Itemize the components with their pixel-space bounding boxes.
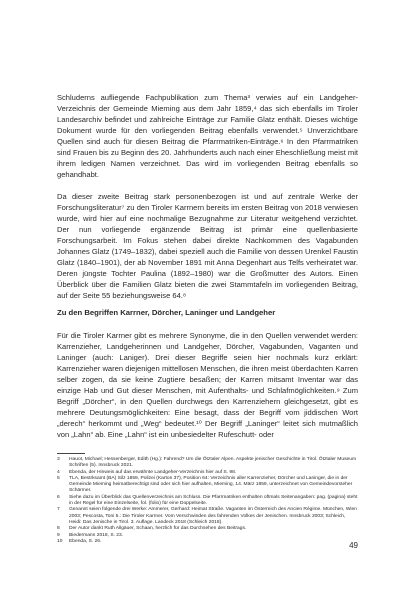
footnote-number: 10: [57, 538, 63, 544]
footnote-text: Siehe dazu im Überblick das Quellenverzeichnis am Schluss. Die Pfarrmatriken enthalten oftmals Seitenangaben: pag. (pagina) steht in der Regel für eine Einzelseite, fol. (folio) für eine Doppelseite.: [69, 494, 358, 507]
paragraph-text: Für die Tiroler Karrner gibt es mehrere Synonyme, die in den Quellen verwendet werden: Karrenzieher, Landgeherinnen und Landgeher, Dörcher, Vagabunden, Vaganten und Laninger (auch: Laniger). Drei dieser Begriffe seien hier nochmals kurz erklärt: Karrenzieher waren diejenigen mittellosen Menschen, die ihren meist überdachten Karren selber zogen, da sie keine Zugtiere besaßen; der Karren mitsamt Inventar war das einzige Hab und Gut dieser Menschen, mit Aufenthalts- und Schlafmöglichkeiten.⁹ Zum Begriff „Dörcher“, in den Quellen durchwegs den Karrenziehern gleichgesetzt, gibt es mehrere Deutungsmöglichkeiten: Eine besagt, dass der Begriff vom jiddischen Wort „derech“ herkommt und „Weg“ bedeutet.¹⁰ Der Begriff „Laninger“ leitet sich mutmaßlich von „Lahn“ ab. Eine „Lahn“ ist ein unbesiedelter Rufeschutt- oder: [57, 331, 358, 440]
body-paragraph-1: [57, 92, 358, 180]
footnote-item: [57, 476, 358, 495]
footnote-number: 6: [57, 494, 60, 500]
footnote-number: 8: [57, 526, 60, 532]
footnote-number: 9: [57, 532, 60, 538]
footnote-item: [57, 495, 358, 508]
footnote-item: [57, 539, 358, 545]
footnote-text: TLA, Bestrksamt (BA) Silz 1859, Polizei (Karton 37), Position 64: Verzeichnis aller Karrenzieher, Dörcher und Laninger, die in der Gemeinde Mieming heimatberechtigt sind oder sich hier aufhalten, Mieming, 14. März 1859, unterzeichnet von Gemeindevorsteher Schärmer.: [69, 475, 353, 494]
footnote-text: Hauot, Michael; Hessenberger, Edith (Hg.): Fahrend? Um die Ötztaler Alpen. Aspekte jenischer Geschichte in Tirol. Ötztaler Museum Schriften (5). Innsbruck 2021.: [69, 457, 357, 469]
footnote-text: Der Autor dankt Ruth Allgäuer, Schaan, herzlich für das Durchsehen des Beitrags.: [69, 526, 247, 532]
footnote-number: 4: [57, 469, 60, 475]
body-paragraph-3: [57, 330, 358, 440]
page-number: 49: [349, 541, 358, 550]
footnote-item: [57, 457, 358, 470]
footnote-separator: [57, 453, 85, 454]
footnote-text: Genannt seien folgende drei Werke: Ammerer, Gerhard: Heimat Straße. Vaganten im Österreich des Ancien Régime. München, Wien 2003; Pescosta, Toni 5.: Die Tiroler Karrner. Vom Verschwinden des fahrenden Volkes der Jenischen. Innsbruck 2003; Schleich, Heidi: Das Jenische in Tirol. 3. Auflage. Landeck 2018 (Schleich 2018).: [69, 507, 357, 525]
footnote-text: Ebenda, S. 26.: [69, 538, 102, 544]
footnote-number: 7: [57, 507, 60, 513]
footnote-text: Ebenda, der Hinweis auf das erwähnte Landgeher-Verzeichnis hier auf S. 98.: [69, 469, 237, 475]
paragraph-text: Schluderns aufliegende Fachpublikation zum Thema³ verwies auf ein Landgeher-Verzeichnis der Gemeinde Mieming aus dem Jahr 1859,⁴ das sich ebenfalls im Tiroler Landesarchiv befindet und zahlreiche Einträge zur Familie Glatz enthält. Dieses wichtige Dokument wurde für den vorliegenden Beitrag ebenfalls verwendet.⁵ Unverzichtbare Quellen sind auch für diesen Beitrag die Pfarrmatriken-Einträge.⁶ In den Pfarrmatriken sind Frauen bis zu Beginn des 20. Jahrhunderts auch nach einer Eheschließung meist mit ihrem ledigen Namen verzeichnet. Das wird im vorliegenden Beitrag ebenfalls so gehandhabt.: [57, 93, 358, 180]
footnote-number: 5: [57, 475, 60, 481]
body-paragraph-2: [57, 191, 358, 301]
section-heading: Zu den Begriffen Karrner, Dörcher, Laninger und Landgeher: [57, 308, 276, 317]
footnote-item: [57, 507, 358, 526]
paragraph-text: Da dieser zweite Beitrag stark personenbezogen ist und auf zentrale Werke der Forschungsliteratur⁷ zu den Tiroler Karrnern bereits im ersten Beitrag von 2018 verwiesen wurde, wird hier auf eine nochmalige Bezugnahme zur Literatur weitgehend verzichtet. Der nun vorliegende ergänzende Beitrag ist primär eine quellenbasierte Forschungsarbeit. Im Fokus stehen dabei direkte Nachkommen des Vagabunden Johannes Glatz (1749–1832), dabei speziell auch die Familie von dessen Urenkel Faustin Glatz (1840–1901), der ab November 1891 mit Anna Degenhart aus Telfs verheiratet war. Deren jüngste Tochter Paulina (1892–1980) war die Großmutter des Autors. Einen Überblick über die Familien Glatz bieten die zwei Stammtafeln im vorliegenden Beitrag, auf der Seite 55 beziehungsweise 64.⁸: [57, 192, 358, 301]
footnote-number: 3: [57, 457, 60, 462]
footnotes: [57, 457, 358, 545]
footnote-text: Biedermann 2018, S. 23.: [69, 532, 124, 538]
